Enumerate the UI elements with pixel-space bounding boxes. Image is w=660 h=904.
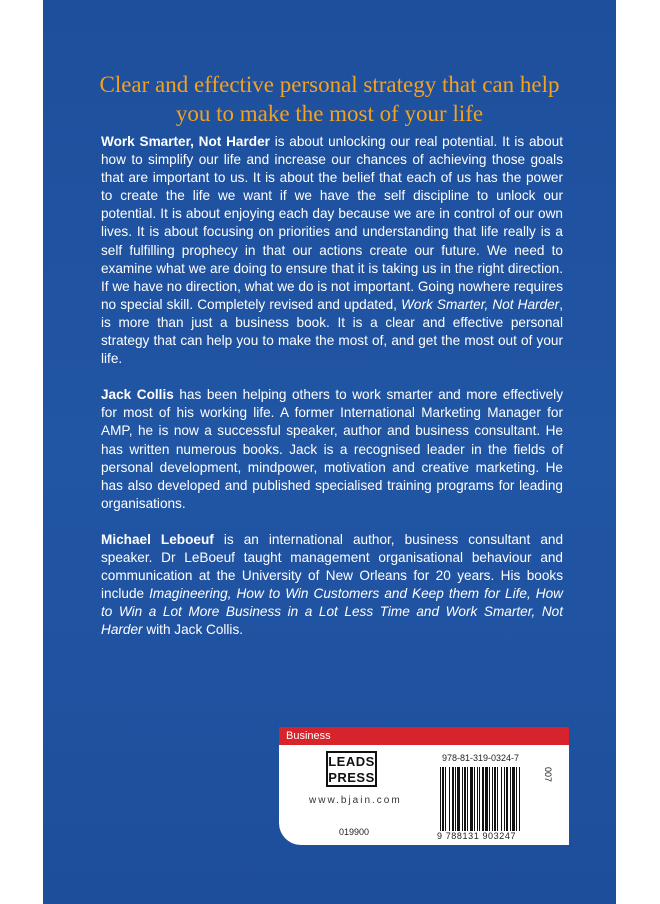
publisher-website: www.bjain.com bbox=[309, 795, 402, 806]
barcode-bar bbox=[482, 767, 484, 831]
headline-line-1: Clear and effective personal strategy that can help bbox=[99, 72, 560, 97]
author-name-collis: Jack Collis bbox=[101, 387, 174, 403]
isbn-label: 978-81-319-0324-7 bbox=[442, 753, 520, 763]
barcode-bar bbox=[474, 767, 475, 831]
barcode-bar bbox=[452, 767, 454, 831]
barcode bbox=[438, 767, 556, 831]
barcode-bar bbox=[477, 767, 478, 831]
product-code: 019900 bbox=[339, 827, 370, 837]
barcode-bar bbox=[489, 767, 490, 831]
headline bbox=[43, 70, 616, 128]
barcode-bar bbox=[494, 767, 496, 831]
barcode-bar bbox=[497, 767, 498, 831]
blurb-paragraph-jack-collis: Jack Collis has been helping others to work smarter and more effectively for most of his working life. A former International Marketing Manager for AMP, he is now a successful speaker, author and business consultant. He has written numerous books. Jack is a recognised leader in the fields of personal development, mindpower, motivation and creative marketing. He has also developed and published specialised training programs for leading organisations. bbox=[101, 387, 564, 511]
isbn-panel bbox=[279, 745, 569, 845]
barcode-bar bbox=[464, 767, 466, 831]
book-title-italic: Work Smarter, Not Harder bbox=[401, 296, 560, 312]
barcode-bar bbox=[470, 767, 473, 831]
author-name-leboeuf: Michael Leboeuf bbox=[101, 531, 214, 547]
barcode-bar bbox=[512, 767, 515, 831]
barcode-bar bbox=[467, 767, 468, 831]
barcode-bar bbox=[506, 767, 508, 831]
barcode-bar bbox=[445, 767, 446, 831]
barcode-bar bbox=[462, 767, 463, 831]
category-bar: Business bbox=[279, 727, 569, 745]
barcode-bar bbox=[492, 767, 493, 831]
barcode-bar bbox=[440, 767, 441, 831]
barcode-bar bbox=[510, 767, 511, 831]
barcode-bar bbox=[455, 767, 456, 831]
leads-press-logo: LEADS PRESS bbox=[326, 751, 377, 787]
headline-line-2: you to make the most of your life bbox=[175, 101, 484, 126]
barcode-bar bbox=[485, 767, 488, 831]
book-list: Imagineering, How to Win Customers and Keep them for Life, How to Win a Lot More Business in a Lot Less Time and Work Smarter, Not Harder bbox=[101, 586, 564, 638]
barcode-bar bbox=[449, 767, 450, 831]
blurb-paragraph-michael-leboeuf: Michael Leboeuf is an international author, business consultant and speaker. Dr LeBoeuf taught management organisational behaviour and communication at the University of New Orleans for 20 years. His books include Imagineering, How to Win Customers and Keep them for Life, How to Win a Lot More Business in a Lot Less Time and Work Smarter, Not Harder with Jack Collis. bbox=[101, 531, 564, 638]
barcode-bar bbox=[479, 767, 480, 831]
barcode-bar bbox=[457, 767, 460, 831]
back-cover bbox=[43, 0, 616, 904]
barcode-side-code: 007 bbox=[543, 767, 553, 783]
blurb bbox=[101, 133, 563, 657]
barcode-bar bbox=[442, 767, 444, 831]
barcode-digits: 9 788131 903247 bbox=[437, 831, 517, 841]
book-title: Work Smarter, Not Harder bbox=[101, 134, 270, 149]
barcode-bar bbox=[501, 767, 502, 831]
barcode-bar bbox=[516, 767, 517, 831]
blurb-paragraph-book: Work Smarter, Not Harder is about unlocking our real potential. It is about how to simplify our life and increase our chances of achieving those goals that are important to us. It is about the belief that each of us has the power to create the life we want if we have the self discipline to unlock our potential. It is about enjoying each day because we are in control of our own lives. It is about focusing on priorities and understanding that life really is a self fulfilling prophecy in that our actions create our future. We need to examine what we are doing to ensure that it is taking us in the right direction. If we have no direction, what we do is not important. Going nowhere requires no special skill. Completely revised and updated, Work Smarter, Not Harder, is more than just a business book. It is a clear and effective personal strategy that can help you to make the most of, and get the most out of your life. bbox=[101, 134, 564, 367]
barcode-bar bbox=[504, 767, 505, 831]
barcode-bar bbox=[519, 767, 520, 831]
